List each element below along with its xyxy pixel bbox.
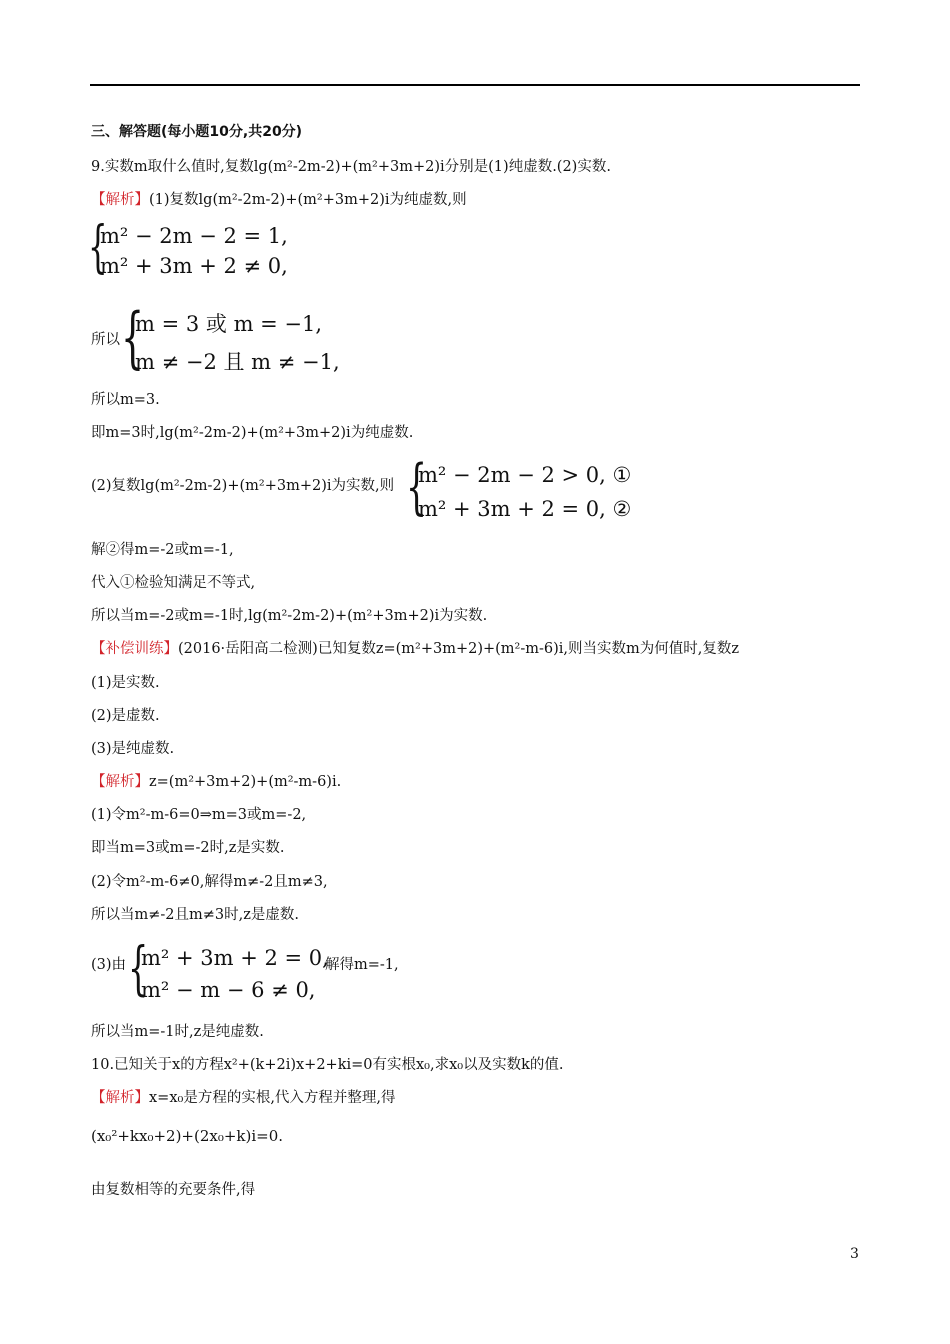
step-1b: 即当m=3或m=-2时,z是实数. [91,840,285,856]
so-label: 所以 [91,332,120,348]
step-3b: 所以当m=-1时,z是纯虚数. [91,1024,264,1040]
left-brace: { [128,934,149,1002]
q9-conclusion: 所以当m=-2或m=-1时,lg(m²-2m-2)+(m²+3m+2)i为实数. [91,608,488,624]
q9-question: 9.实数m取什么值时,复数lg(m²-2m-2)+(m²+3m+2)i分别是(1)纯虚数.(2)实数. [91,159,611,175]
solve-2: 解②得m=-2或m=-1, [91,542,234,558]
supplement-z: z=(m²+3m+2)+(m²-m-6)i. [149,774,342,790]
supplement-text: (2016·岳阳高二检测)已知复数z=(m²+3m+2)+(m²-m-6)i,则当实数m为何值时,复数z [178,641,740,657]
check-1: 代入①检验知满足不等式, [91,575,256,591]
q10-solution-2: 由复数相等的充要条件,得 [91,1182,256,1198]
section-title: 三、解答题(每小题10分,共20分) [91,124,303,140]
step-1: (1)令m²-m-6=0⇒m=3或m=-2, [91,807,307,823]
supplement-tag: 【补偿训练】 [91,641,178,657]
q9-solution-intro [91,190,467,210]
step-2: (2)令m²-m-6≠0,解得m≠-2且m≠3, [91,874,328,890]
step-2b: 所以当m≠-2且m≠3时,z是虚数. [91,907,300,923]
system4-line2: m² − m − 6 ≠ 0, [141,978,316,1002]
supplement-item-2: (2)是虚数. [91,708,160,724]
system3-line1: m² − 2m − 2 > 0, ① [418,463,632,487]
system3-line2: m² + 3m + 2 = 0, ② [418,497,632,521]
when-m3: 即m=3时,lg(m²-2m-2)+(m²+3m+2)i为纯虚数. [91,425,414,441]
system4-line1: m² + 3m + 2 = 0, [141,946,329,970]
q9-part1-intro: (1)复数lg(m²-2m-2)+(m²+3m+2)i为纯虚数,则 [149,192,467,208]
left-brace: { [88,215,108,280]
system1-line2: m² + 3m + 2 ≠ 0, [100,254,288,278]
page-number: 3 [850,1246,859,1262]
solution-tag: 【解析】 [91,1090,149,1106]
step-3-suffix: 解得m=-1, [325,957,399,973]
solution-tag: 【解析】 [91,192,149,208]
header-rule [90,84,860,86]
q10-solution [91,1088,396,1108]
left-brace: { [121,299,145,376]
q10-equation: (x₀²+kx₀+2)+(2x₀+k)i=0. [91,1127,284,1145]
system2-line1: m = 3 或 m = −1, [135,312,323,336]
system2-line2: m ≠ −2 且 m ≠ −1, [135,350,340,374]
supplement-header [91,639,739,659]
supplement-item-1: (1)是实数. [91,675,160,691]
q9-part2-intro: (2)复数lg(m²-2m-2)+(m²+3m+2)i为实数,则 [91,478,395,494]
supplement-item-3: (3)是纯虚数. [91,741,175,757]
so-m3: 所以m=3. [91,392,160,408]
solution-tag: 【解析】 [91,774,149,790]
supplement-solution [91,772,341,792]
system1-line1: m² − 2m − 2 = 1, [100,224,288,248]
q10-question: 10.已知关于x的方程x²+(k+2i)x+2+ki=0有实根x₀,求x₀以及实数k的值. [91,1057,564,1073]
q10-solution-text: x=x₀是方程的实根,代入方程并整理,得 [149,1090,396,1106]
step-3-prefix: (3)由 [91,957,127,973]
left-brace: { [406,452,428,522]
